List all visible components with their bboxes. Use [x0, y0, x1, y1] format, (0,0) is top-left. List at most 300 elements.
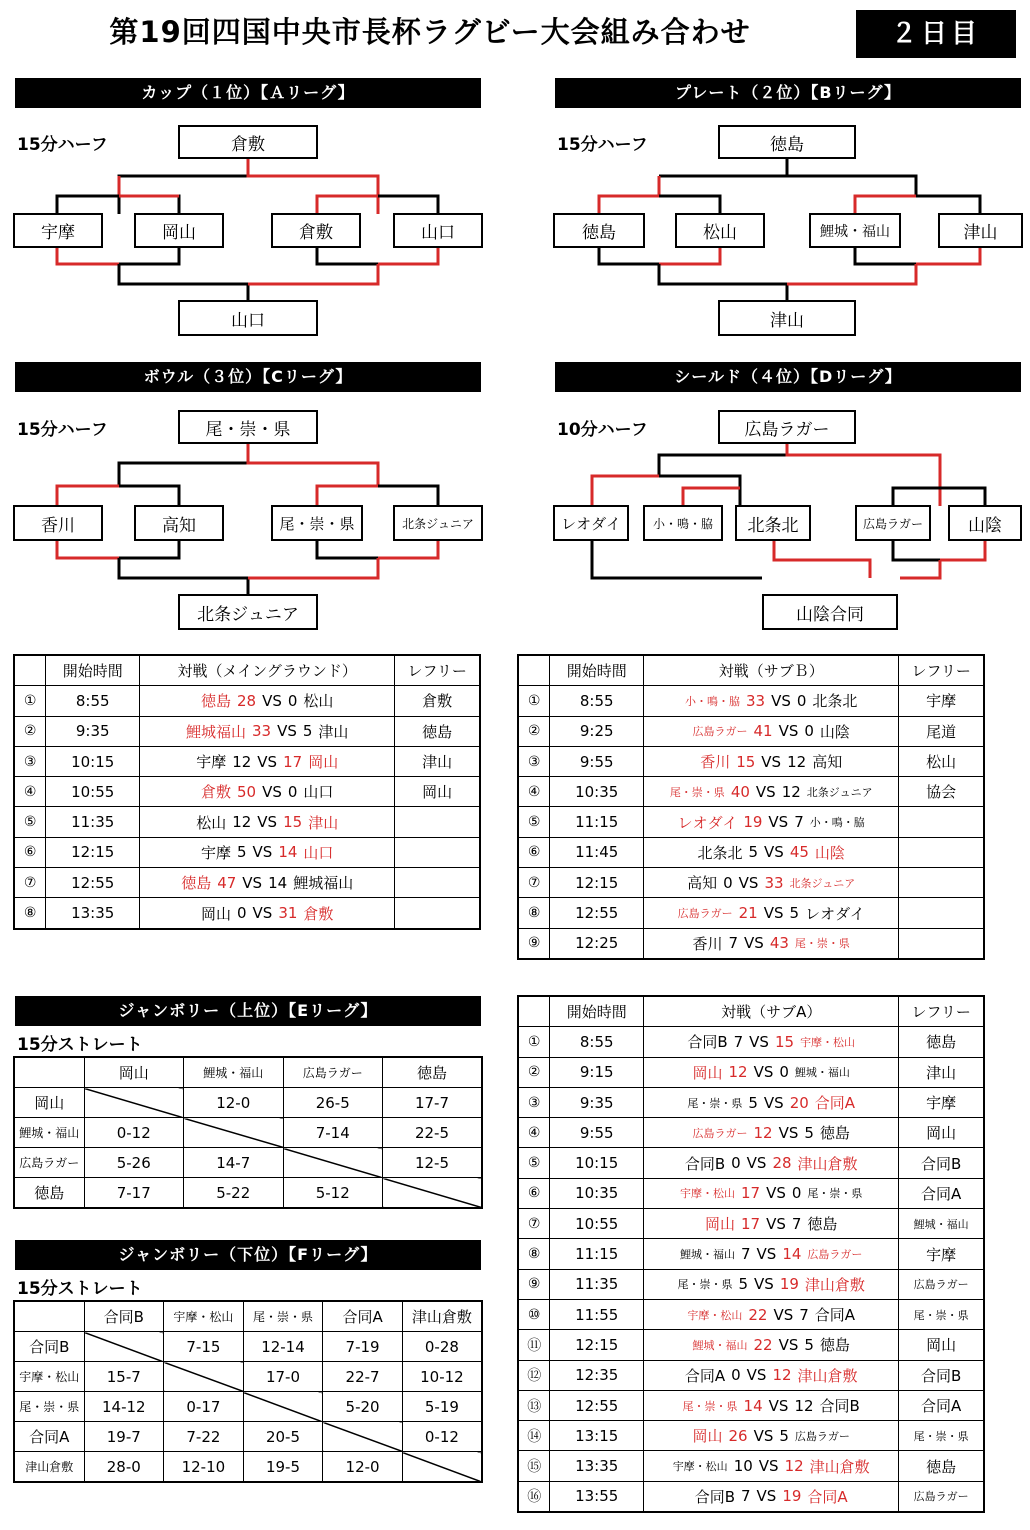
- match-line: [644, 1092, 898, 1113]
- result-cell: 5-26: [84, 1148, 184, 1178]
- score-a: 22: [753, 1335, 773, 1354]
- score-a: 5: [236, 843, 247, 862]
- score-a: 33: [745, 691, 766, 710]
- table-header-cell: [518, 655, 550, 686]
- start-time: 11:15: [550, 1239, 644, 1269]
- match-number: ③: [14, 746, 46, 776]
- team-b: 津山倉敷: [809, 1457, 870, 1476]
- match-cell: [644, 1330, 899, 1360]
- team-b: 合同B: [819, 1397, 860, 1415]
- vs-label: VS: [756, 1487, 777, 1506]
- team-b: 津山: [318, 722, 349, 741]
- score-a: 40: [730, 782, 750, 801]
- score-a: 12: [232, 813, 252, 832]
- match-cell: [644, 928, 899, 959]
- match-cell: [644, 1027, 899, 1057]
- score-a: 0: [731, 1366, 741, 1385]
- match-cell: [644, 1178, 899, 1208]
- team-a: 北条北: [697, 843, 743, 862]
- league-e-table: [13, 1056, 483, 1209]
- score-b: 12: [784, 1457, 804, 1476]
- match-cell: [644, 1239, 899, 1269]
- start-time: 12:55: [46, 868, 140, 898]
- team-a: 岡山: [692, 1063, 723, 1082]
- table-row: [518, 898, 984, 928]
- shield-team-4: 広島ラガー: [855, 505, 931, 541]
- shield-team-2: 小・鳴・脇: [643, 505, 723, 541]
- schedule-subB-table: [517, 654, 985, 960]
- team-a: 合同B: [694, 1487, 735, 1506]
- team-a: 宇摩・松山: [672, 1460, 728, 1474]
- league-e-format: 15分ストレート: [17, 1035, 143, 1055]
- result-cell: 12-0: [323, 1452, 403, 1483]
- result-cell: 7-14: [283, 1118, 383, 1148]
- match-number: ⑤: [518, 1148, 550, 1178]
- start-time: 9:25: [550, 716, 644, 746]
- match-cell: [644, 898, 899, 928]
- table-header-cell: [518, 996, 550, 1027]
- start-time: 9:55: [550, 1118, 644, 1148]
- match-number: ⑧: [518, 1239, 550, 1269]
- match-cell: [644, 1087, 899, 1117]
- team-a: 岡山: [200, 904, 231, 923]
- table-header-cell: レフリー: [395, 655, 480, 686]
- match-line: [644, 812, 898, 833]
- row-team-header: 岡山: [14, 1088, 84, 1118]
- start-time: 10:15: [550, 1148, 644, 1178]
- table-header-cell: レフリー: [899, 996, 984, 1027]
- team-b: 岡山: [308, 753, 339, 772]
- score-b: 7: [794, 813, 804, 832]
- score-b: 12: [787, 752, 807, 771]
- team-b: 津山倉敷: [804, 1275, 865, 1294]
- result-cell: 5-19: [402, 1392, 482, 1422]
- vs-label: VS: [778, 722, 799, 741]
- score-b: 43: [769, 934, 789, 953]
- referee: 合同A: [899, 1178, 984, 1208]
- match-cell: [644, 1269, 899, 1299]
- score-a: 7: [733, 1032, 744, 1051]
- table-row: [518, 1178, 984, 1208]
- shield-top-box: 広島ラガー: [718, 410, 856, 444]
- match-line: [644, 1153, 898, 1174]
- referee: 鯉城・福山: [899, 1209, 984, 1239]
- row-team-header: 合同B: [14, 1332, 84, 1362]
- result-cell: 26-5: [283, 1088, 383, 1118]
- start-time: 11:35: [550, 1269, 644, 1299]
- match-cell: [644, 1451, 899, 1481]
- match-line: [140, 872, 394, 893]
- score-a: 12: [728, 1063, 748, 1082]
- match-number: ④: [518, 1118, 550, 1148]
- score-b: 45: [789, 843, 809, 862]
- result-cell: 0-12: [84, 1118, 184, 1148]
- team-b: 津山倉敷: [797, 1366, 858, 1385]
- diagonal-cell: [84, 1332, 164, 1362]
- score-b: 0: [804, 722, 814, 741]
- score-a: 0: [731, 1154, 741, 1173]
- team-b: 北条北: [812, 692, 858, 711]
- vs-label: VS: [773, 1305, 794, 1324]
- bowl-top-box: 尾・崇・県: [178, 410, 318, 444]
- result-cell: 12-14: [243, 1332, 323, 1362]
- referee: 倉敷: [395, 686, 480, 716]
- col-team-header: 鯉城・福山: [184, 1057, 284, 1088]
- team-b: 山陰: [819, 722, 850, 741]
- start-time: 8:55: [550, 1027, 644, 1057]
- score-b: 12: [772, 1366, 792, 1385]
- score-a: 0: [236, 904, 247, 923]
- col-team-header: 合同A: [323, 1301, 403, 1332]
- row-team-header: 合同A: [14, 1422, 84, 1452]
- result-cell: 19-5: [243, 1452, 323, 1483]
- shield-team-5: 山陰: [948, 505, 1022, 541]
- match-line: [644, 1245, 898, 1263]
- result-cell: 7-15: [164, 1332, 244, 1362]
- match-line: [644, 751, 898, 772]
- score-a: 17: [740, 1214, 761, 1233]
- match-cell: [644, 1057, 899, 1087]
- score-a: 22: [748, 1305, 768, 1324]
- score-a: 50: [236, 782, 257, 801]
- vs-label: VS: [768, 813, 789, 832]
- start-time: 13:35: [46, 898, 140, 929]
- start-time: 8:55: [46, 686, 140, 716]
- start-time: 13:35: [550, 1451, 644, 1481]
- score-b: 14: [278, 843, 298, 862]
- schedule-main-table: [13, 654, 481, 930]
- start-time: 8:55: [550, 686, 644, 716]
- result-cell: 5-12: [283, 1178, 383, 1209]
- match-line: [644, 690, 898, 711]
- plate-team-2: 松山: [675, 213, 765, 248]
- result-cell: 10-12: [402, 1362, 482, 1392]
- team-a: 尾・崇・県: [682, 1399, 738, 1413]
- team-b: 尾・崇・県: [807, 1187, 863, 1201]
- table-header-cell: 対戦（サブＢ）: [644, 655, 899, 686]
- score-b: 17: [283, 752, 303, 771]
- match-line: [644, 842, 898, 863]
- cup-team-4: 山口: [393, 213, 483, 248]
- match-number: ⑭: [518, 1421, 550, 1451]
- table-row: [14, 807, 480, 837]
- col-team-header: 徳島: [383, 1057, 483, 1088]
- match-line: [644, 783, 898, 801]
- score-b: 5: [789, 904, 800, 923]
- table-row: [14, 837, 480, 867]
- referee: 松山: [899, 746, 984, 776]
- referee: [395, 807, 480, 837]
- referee: 岡山: [899, 1330, 984, 1360]
- score-a: 41: [753, 722, 773, 741]
- start-time: 12:15: [550, 1330, 644, 1360]
- score-b: 0: [287, 691, 298, 710]
- score-a: 12: [753, 1123, 773, 1142]
- referee: 合同B: [899, 1360, 984, 1390]
- vs-label: VS: [768, 1396, 789, 1415]
- row-team-header: 津山倉敷: [14, 1452, 84, 1483]
- match-cell: [644, 1421, 899, 1451]
- match-number: ⑨: [518, 1269, 550, 1299]
- table-row: [518, 1209, 984, 1239]
- referee: 尾・崇・県: [899, 1421, 984, 1451]
- team-b: 倉敷: [303, 904, 334, 923]
- score-a: 10: [733, 1457, 753, 1476]
- league-f-header: ジャンボリー（下位）【Fリーグ】: [15, 1240, 481, 1270]
- vs-label: VS: [252, 843, 273, 862]
- score-b: 0: [779, 1063, 789, 1082]
- referee: 岡山: [899, 1118, 984, 1148]
- match-cell: [644, 1118, 899, 1148]
- start-time: 12:25: [550, 928, 644, 959]
- vs-label: VS: [761, 752, 782, 771]
- match-cell: [140, 898, 395, 929]
- start-time: 12:15: [46, 837, 140, 867]
- match-line: [140, 690, 394, 711]
- vs-label: VS: [746, 1154, 767, 1173]
- diagonal-cell: [323, 1422, 403, 1452]
- team-b: 高知: [812, 753, 843, 772]
- match-cell: [644, 716, 899, 746]
- team-b: 徳島: [819, 1336, 850, 1355]
- match-cell: [140, 868, 395, 898]
- bowl-team-3: 尾・崇・県: [271, 505, 363, 541]
- start-time: 9:15: [550, 1057, 644, 1087]
- start-time: 12:15: [550, 868, 644, 898]
- team-b: 合同A: [814, 1094, 856, 1113]
- score-a: 28: [236, 691, 257, 710]
- result-cell: 0-12: [402, 1422, 482, 1452]
- result-cell: 12-10: [164, 1452, 244, 1483]
- vs-label: VS: [753, 1426, 774, 1445]
- match-cell: [644, 686, 899, 716]
- team-a: 合同B: [684, 1154, 726, 1173]
- match-line: [644, 721, 898, 742]
- col-team-header: 広島ラガー: [283, 1057, 383, 1088]
- team-a: 高知: [687, 874, 718, 893]
- referee: [899, 837, 984, 867]
- score-b: 33: [764, 873, 784, 892]
- table-row: [14, 868, 480, 898]
- result-cell: 12-5: [383, 1148, 483, 1178]
- match-number: ③: [518, 1087, 550, 1117]
- table-header-cell: [14, 655, 46, 686]
- score-b: 20: [789, 1093, 809, 1112]
- match-number: ⑦: [14, 868, 46, 898]
- league-f-table: [13, 1300, 483, 1483]
- start-time: 10:55: [550, 1209, 644, 1239]
- vs-label: VS: [766, 1214, 786, 1233]
- table-row: [14, 1178, 482, 1209]
- cup-team-1: 宇摩: [13, 213, 103, 248]
- vs-label: VS: [744, 934, 764, 953]
- team-a: 尾・崇・県: [677, 1278, 733, 1292]
- result-cell: 17-0: [243, 1362, 323, 1392]
- vs-label: VS: [262, 782, 282, 801]
- score-a: 15: [736, 752, 756, 771]
- table-row: [14, 746, 480, 776]
- vs-label: VS: [257, 752, 278, 771]
- referee: 協会: [899, 777, 984, 807]
- team-a: 宇摩: [196, 753, 227, 772]
- vs-label: VS: [746, 1366, 767, 1385]
- match-line: [644, 1334, 898, 1355]
- table-row: [518, 716, 984, 746]
- match-number: ②: [14, 716, 46, 746]
- match-number: ⑥: [518, 1178, 550, 1208]
- vs-label: VS: [755, 782, 776, 801]
- match-number: ⑯: [518, 1481, 550, 1512]
- team-a: 尾・崇・県: [669, 785, 725, 799]
- table-row: [518, 837, 984, 867]
- match-number: ⑥: [14, 837, 46, 867]
- match-cell: [140, 807, 395, 837]
- score-a: 26: [728, 1426, 748, 1445]
- referee: 岡山: [395, 777, 480, 807]
- team-a: 広島ラガー: [677, 907, 733, 921]
- table-row: [518, 807, 984, 837]
- result-cell: 7-22: [164, 1422, 244, 1452]
- match-number: ①: [518, 686, 550, 716]
- match-number: ⑦: [518, 868, 550, 898]
- match-cell: [644, 1360, 899, 1390]
- team-b: 徳島: [819, 1124, 850, 1143]
- team-b: 徳島: [807, 1215, 838, 1234]
- row-team-header: 徳島: [14, 1178, 84, 1209]
- start-time: 10:35: [550, 1178, 644, 1208]
- team-a: 岡山: [692, 1427, 723, 1446]
- match-line: [644, 1425, 898, 1446]
- match-line: [644, 1456, 898, 1477]
- vs-label: VS: [242, 873, 263, 892]
- team-a: 宇摩: [200, 843, 231, 862]
- match-line: [644, 903, 898, 924]
- score-a: 5: [738, 1275, 749, 1294]
- score-a: 17: [740, 1184, 761, 1203]
- plate-top-box: 徳島: [718, 125, 856, 159]
- team-a: 鯉城・福山: [692, 1338, 748, 1352]
- table-row: [14, 1332, 482, 1362]
- referee: [395, 898, 480, 929]
- bowl-team-2: 高知: [134, 505, 224, 541]
- table-header-cell: 開始時間: [46, 655, 140, 686]
- col-team-header: 尾・崇・県: [243, 1301, 323, 1332]
- referee: 尾・崇・県: [899, 1299, 984, 1329]
- score-a: 19: [743, 813, 763, 832]
- table-row: [518, 1057, 984, 1087]
- bowl-header: ボウル（３位）【Cリーグ】: [15, 362, 481, 392]
- team-b: 北条ジュニア: [806, 785, 873, 799]
- score-a: 12: [232, 752, 252, 771]
- bowl-team-1: 香川: [13, 505, 103, 541]
- match-number: ④: [14, 777, 46, 807]
- team-a: 広島ラガー: [692, 1126, 748, 1140]
- table-header-cell: 開始時間: [550, 996, 644, 1027]
- match-line: [644, 933, 898, 954]
- table-row: [518, 1239, 984, 1269]
- cup-header: カップ（１位）【Ａリーグ】: [15, 78, 481, 108]
- match-number: ⑤: [518, 807, 550, 837]
- table-row: [518, 777, 984, 807]
- cup-team-3: 倉敷: [271, 213, 361, 248]
- team-b: 広島ラガー: [794, 1429, 850, 1443]
- match-cell: [140, 777, 395, 807]
- match-number: ⑬: [518, 1390, 550, 1420]
- team-b: 津山倉敷: [797, 1154, 858, 1173]
- team-b: 合同A: [814, 1306, 856, 1325]
- referee: [395, 837, 480, 867]
- table-row: [518, 1027, 984, 1057]
- team-a: 徳島: [181, 874, 212, 893]
- table-row: [14, 1148, 482, 1178]
- match-number: ⑨: [518, 928, 550, 959]
- referee: 宇摩: [899, 1087, 984, 1117]
- match-number: ②: [518, 716, 550, 746]
- plate-team-4: 津山: [938, 213, 1023, 248]
- match-line: [644, 1213, 898, 1234]
- table-row: [14, 777, 480, 807]
- score-b: 14: [782, 1245, 802, 1264]
- match-number: ①: [518, 1027, 550, 1057]
- table-header-cell: 対戦（メイングラウンド）: [140, 655, 395, 686]
- match-number: ⑤: [14, 807, 46, 837]
- match-line: [644, 1395, 898, 1416]
- team-b: 宇摩・松山: [800, 1035, 856, 1049]
- start-time: 10:55: [46, 777, 140, 807]
- table-row: [518, 1330, 984, 1360]
- score-b: 15: [774, 1032, 795, 1051]
- result-cell: 7-19: [323, 1332, 403, 1362]
- vs-label: VS: [257, 813, 278, 832]
- score-b: 19: [782, 1487, 802, 1506]
- start-time: 11:15: [550, 807, 644, 837]
- match-line: [644, 1184, 898, 1202]
- team-b: 松山: [303, 692, 334, 711]
- score-b: 19: [779, 1275, 799, 1294]
- match-cell: [644, 746, 899, 776]
- table-row: [518, 746, 984, 776]
- match-cell: [644, 1209, 899, 1239]
- result-cell: 15-7: [84, 1362, 164, 1392]
- table-row: [14, 1392, 482, 1422]
- start-time: 9:35: [550, 1087, 644, 1117]
- plate-team-3: 鯉城・福山: [809, 213, 901, 248]
- table-row: [518, 686, 984, 716]
- referee: [899, 807, 984, 837]
- match-number: ①: [14, 686, 46, 716]
- match-line: [644, 1486, 898, 1507]
- vs-label: VS: [753, 1063, 774, 1082]
- match-number: ⑮: [518, 1451, 550, 1481]
- match-line: [644, 1062, 898, 1083]
- result-cell: 17-7: [383, 1088, 483, 1118]
- match-line: [140, 751, 394, 772]
- match-number: ⑦: [518, 1209, 550, 1239]
- referee: 徳島: [899, 1027, 984, 1057]
- page-title: 第19回四国中央市長杯ラグビー大会組み合わせ: [109, 15, 751, 49]
- result-cell: 28-0: [84, 1452, 164, 1483]
- start-time: 13:15: [550, 1421, 644, 1451]
- table-row: [518, 868, 984, 898]
- team-b: 山口: [303, 783, 334, 802]
- match-number: ⑥: [518, 837, 550, 867]
- table-header-cell: 開始時間: [550, 655, 644, 686]
- score-b: 0: [796, 691, 807, 710]
- team-a: 香川: [700, 753, 731, 772]
- score-b: 12: [794, 1396, 814, 1415]
- result-cell: 0-17: [164, 1392, 244, 1422]
- score-a: 0: [723, 873, 733, 892]
